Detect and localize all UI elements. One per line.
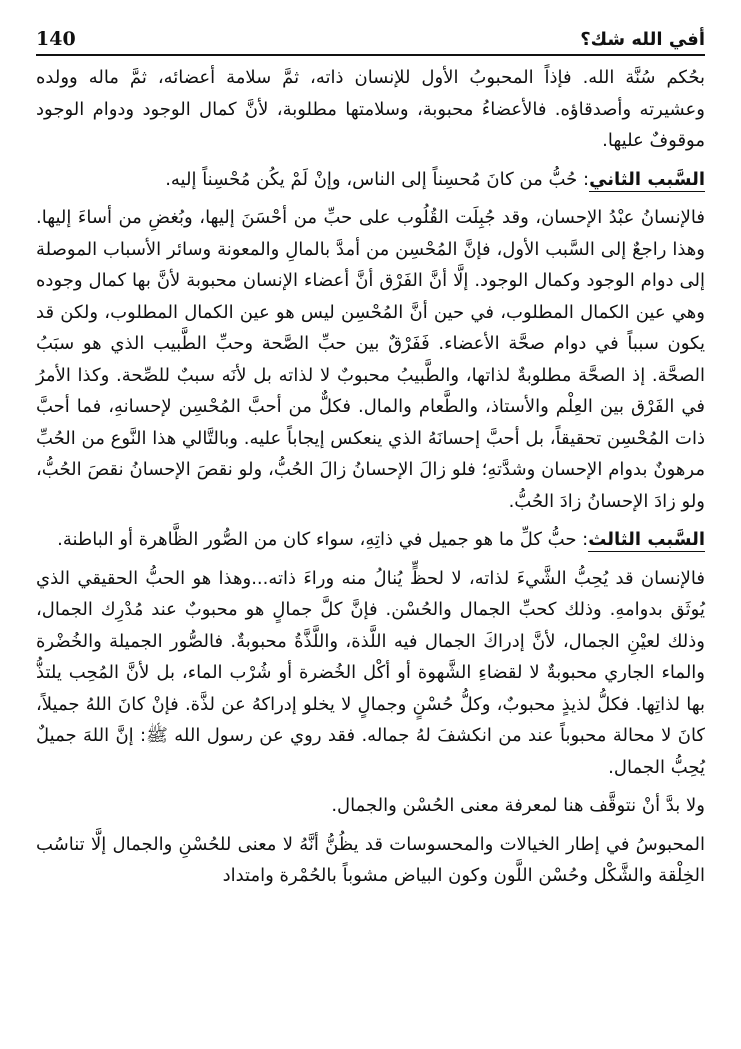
page-number: 140 (36, 28, 76, 50)
paragraph-text: ولا بدَّ أنْ نتوقَّف هنا لمعرفة معنى الحُسْن والجمال. (331, 795, 705, 816)
cause-label: السَّبب الثالث (588, 529, 705, 550)
cause-heading-paragraph (36, 164, 705, 196)
paragraph-text: فالإنسانُ عبْدُ الإحسان، وقد جُبِلَت القُلُوب على حبِّ من أحْسَنَ إليها، وبُغضِ من أساءَ إليها. وهذا راجعٌ إلى السَّبب الأول، فإنَّ المُحْسِن من أمدَّ بالمالِ والمعونة وسائر الأسباب الموصلة إلى دوام الوجود وكمال الوجود. إلَّا أنَّ الفَرْق أنَّ أعضاء الإنسان محبوبة لأنَّ بها كمال وجوده وهي عين الكمال المطلوب، في حين أنَّ المُحْسِن ليس هو عين الكمال المطلوب، ولكن قد يكون سبباً في دوام صحَّة الأعضاء. فَفَرْقٌ بين حبِّ الصَّحة وحبِّ الطَّبيب الذي هو سبَبُ الصحَّة. إذ الصحَّة مطلوبةٌ لذاتها، والطَّبيبُ محبوبٌ لا لذاته بل لأنَه سببٌ للصِّحة. وكذا الأمرُ في الفَرْق بين العِلْم والأستاذ، والطَّعام والمال. فكلٌّ من أحبَّ المُحْسِن لإحسانهِ، فما أحبَّ ذات المُحْسِن تحقيقاً، بل أحبَّ إحسانَهُ الذي ينعكس إيجاباً عليه. وبالتَّالي هذا النَّوع من الحُبِّ مرهونٌ بدوام الإحسان وشدَّتهِ؛ فلو زالَ الإحسانُ زالَ الحُبُّ، ولو نقصَ الإحسانُ نقصَ الحُبُّ، ولو زادَ الإحسانُ زادَ الحُبُّ. (36, 207, 705, 512)
body-paragraph (36, 202, 705, 517)
page-header (36, 22, 705, 56)
paragraph-text: بحُكم سُنَّة الله. فإذاً المحبوبُ الأول للإنسان ذاته، ثمَّ سلامة أعضائه، ثمَّ ماله وولده وعشيرته وأصدقاؤه. فالأعضاءُ محبوبة، وسلامتها مطلوبة، لأنَّ كمال الوجود ودوام الوجود موقوفٌ عليها. (36, 67, 705, 151)
cause-text: : حبُّ كلِّ ما هو جميل في ذاتِهِ، سواء كان من الصُّور الظَّاهرة أو الباطنة. (57, 529, 589, 550)
body-paragraph (36, 829, 705, 892)
cause-text: : حُبُّ من كانَ مُحسِناً إلى الناس، وإنْ لَمْ يكُن مُحْسِناً إليه. (165, 168, 590, 190)
paragraph-text: المحبوسُ في إطار الخيالات والمحسوسات قد يظُنُّ أنَّهُ لا معنى للحُسْنِ والجمال إلَّا تناسُب الخِلْقة والشَّكْل وحُسْن اللَّون وكون البياض مشوباً بالحُمْرة وامتداد (36, 833, 705, 886)
body-paragraph (36, 790, 705, 822)
cause-label: السَّبب الثاني (589, 168, 705, 190)
paragraph-text: فالإنسان قد يُحِبُّ الشَّيءَ لذاته، لا لحظٍّ يُنالُ منه وراءَ ذاته...وهذا هو الحبُّ الحقيقي الذي يُوثَق بدوامهِ. وذلك كحبِّ الجمال والحُسْن. فإنَّ كلَّ جمالٍ هو محبوبٌ عند مُدْرِك الجمال، وذلك لعيْنِ الجمال، لأنَّ إدراكَ الجمال فيه اللَّذة، واللَّذَّةُ محبوبةٌ. فالصُّور الجميلة والخُضْرة والماء الجاري محبوبةٌ لا لقضاءِ الشَّهوة أو أكْل الخُضرة أو شُرْب الماء، بل لأنَّ المُحِب يلتذُّ بها لذاتِها. فكلُّ لذيذٍ محبوبٌ، وكلُّ حُسْنٍ وجمالٍ لا يخلو إدراكهُ عن لذَّة. فإنْ كانَ اللهُ جميلاً، كانَ لا محالة محبوباً عند من انكشفَ لهُ جماله. فقد روي عن رسول الله ﷺ: إنَّ اللهَ جميلٌ يُحِبُّ الجمال. (36, 567, 705, 778)
running-title: أفي الله شك؟ (580, 29, 705, 50)
cause-heading-paragraph (36, 524, 705, 556)
body-paragraph (36, 563, 705, 784)
page-body (36, 62, 705, 899)
body-paragraph (36, 62, 705, 157)
